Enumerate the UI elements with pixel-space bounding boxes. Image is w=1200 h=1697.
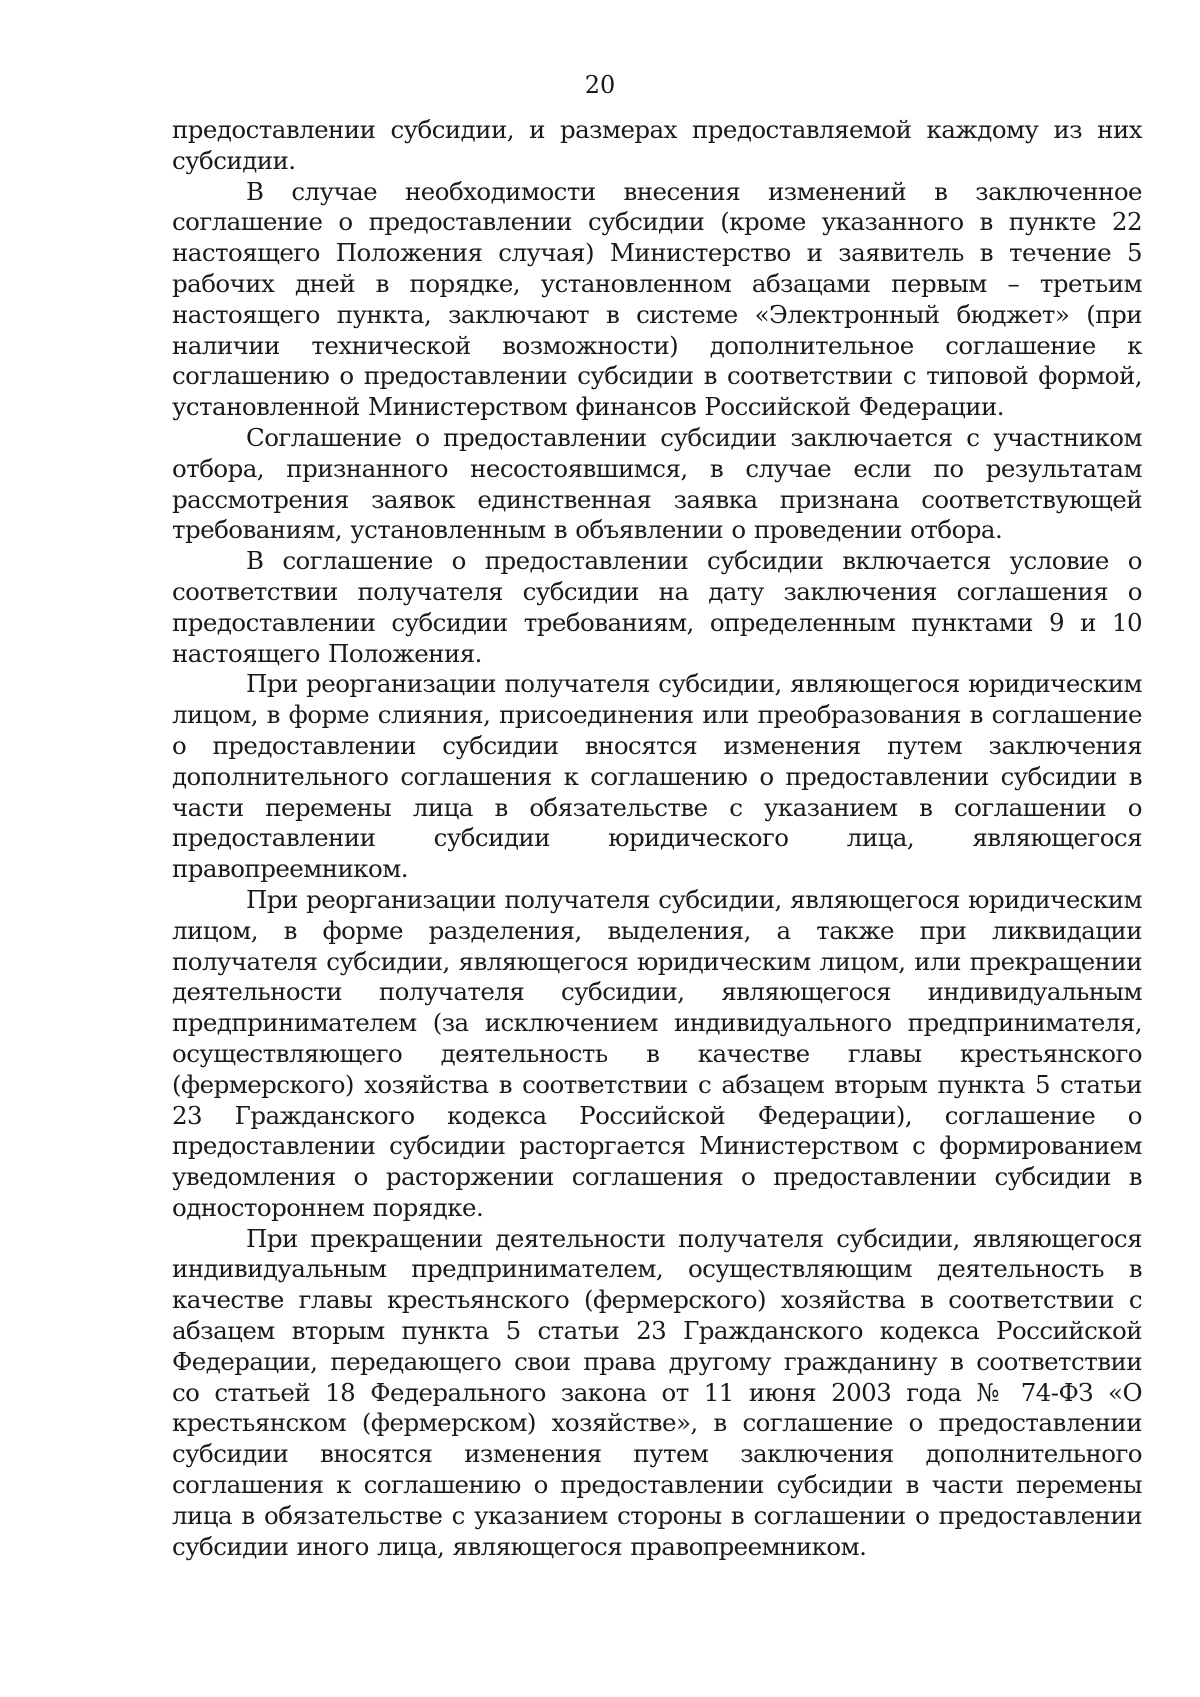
paragraph-conformity-condition: В соглашение о предоставлении субсидии включается условие о соответствии получателя субсидии на дату заключения соглашения о предоставлении субсидии требованиям, определенным пунктами 9 и 10 настоящего Положения. xyxy=(172,546,1142,668)
paragraph-single-participant: Соглашение о предоставлении субсидии заключается с участником отбора, признанного несостоявшимся, в случае если по результатам рассмотрения заявок единственная заявка признана соответствующей требованиям, установленным в объявлении о проведении отбора. xyxy=(172,422,1142,545)
paragraph-reorganization-division: При реорганизации получателя субсидии, являющегося юридическим лицом, в форме разделения, выделения, а также при ликвидации получателя субсидии, являющегося юридическим лицом, или прекращении деятельности получателя субсидии, являющегося индивидуальным предпринимателем (за исключением индивидуального предпринимателя, осуществляющего деятельность в качестве главы крестьянского (фермерского) хозяйства в соответствии с абзацем вторым пункта 5 статьи 23 Гражданского кодекса Российской Федерации), соглашение о предоставлении субсидии расторгается Министерством с формированием уведомления о расторжении соглашения о предоставлении субсидии в одностороннем порядке. xyxy=(172,884,1142,1222)
page-number: 20 xyxy=(584,71,616,99)
paragraph-amendment: В случае необходимости внесения изменений в заключенное соглашение о предоставлении субсидии (кроме указанного в пункте 22 настоящего Положения случая) Министерство и заявитель в течение 5 рабочих дней в порядке, установленном абзацами первым – третьим настоящего пункта, заключают в системе «Электронный бюджет» (при наличии технической возможности) дополнительное соглашение к соглашению о предоставлении субсидии в соответствии с типовой формой, установленной Министерством финансов Российской Федерации. xyxy=(172,176,1142,422)
document-body xyxy=(172,115,1142,1562)
paragraph-continuation: предоставлении субсидии, и размерах предоставляемой каждому из них субсидии. xyxy=(172,115,1142,175)
paragraph-reorganization-merger: При реорганизации получателя субсидии, являющегося юридическим лицом, в форме слияния, присоединения или преобразования в соглашение о предоставлении субсидии вносятся изменения путем заключения дополнительного соглашения к соглашению о предоставлении субсидии в части перемены лица в обязательстве с указанием в соглашении о предоставлении субсидии юридического лица, являющегося правопреемником. xyxy=(172,669,1142,884)
paragraph-farm-termination: При прекращении деятельности получателя субсидии, являющегося индивидуальным предпринимателем, осуществляющим деятельность в качестве главы крестьянского (фермерского) хозяйства в соответствии с абзацем вторым пункта 5 статьи 23 Гражданского кодекса Российской Федерации, передающего свои права другому гражданину в соответствии со статьей 18 Федерального закона от 11 июня 2003 года № 74-ФЗ «О крестьянском (фермерском) хозяйстве», в соглашение о предоставлении субсидии вносятся изменения путем заключения дополнительного соглашения к соглашению о предоставлении субсидии в части перемены лица в обязательстве с указанием стороны в соглашении о предоставлении субсидии иного лица, являющегося правопреемником. xyxy=(172,1223,1142,1561)
